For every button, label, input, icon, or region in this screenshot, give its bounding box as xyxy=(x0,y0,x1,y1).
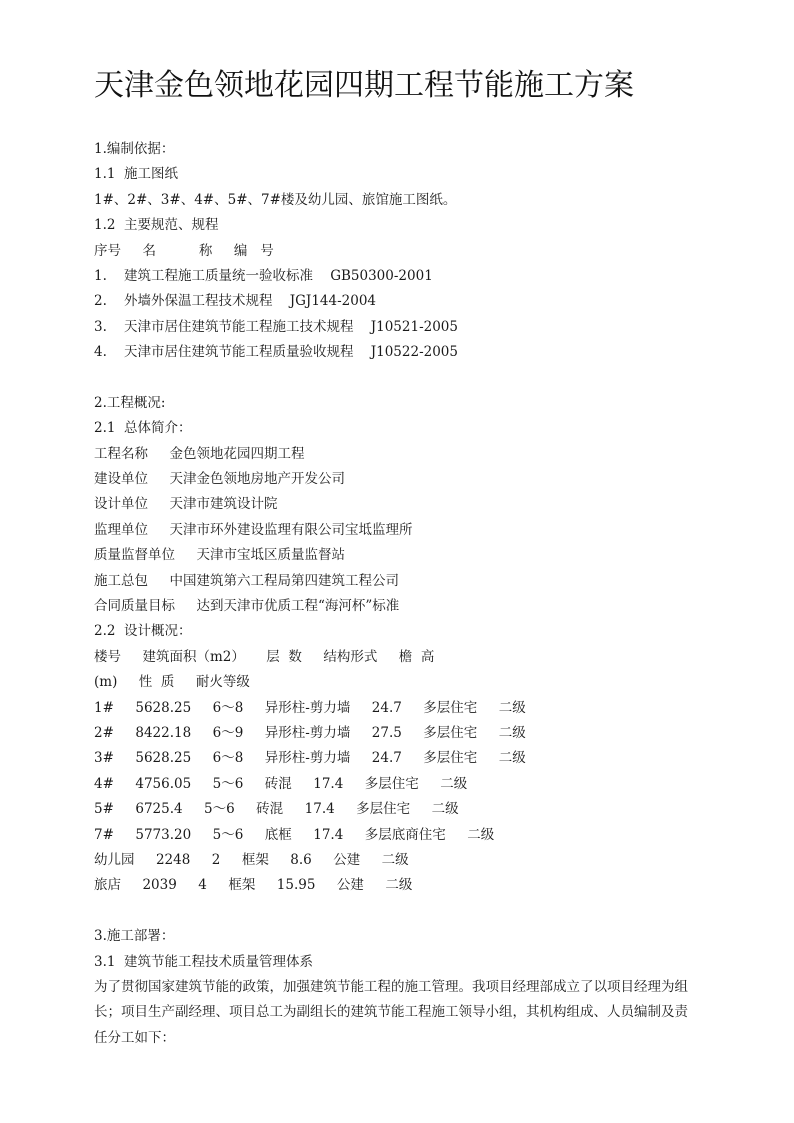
standard-item: 4. 天津市居住建筑节能工程质量验收规程 J10522-2005 xyxy=(94,344,458,361)
overview-row: 合同质量目标 达到天津市优质工程“海河杯”标准 xyxy=(94,598,400,615)
drawings-text: 1#、2#、3#、4#、5#、7#楼及幼儿园、旅馆施工图纸。 xyxy=(94,191,457,208)
design-row: 旅店 2039 4 框架 15.95 公建 二级 xyxy=(94,877,413,894)
overview-row: 设计单位 天津市建筑设计院 xyxy=(94,496,278,513)
section-1-heading: 1.编制依据： xyxy=(94,141,175,157)
subsection-2-2-heading: 2.2 设计概况： xyxy=(94,623,192,640)
design-row: 3# 5628.25 6～8 异形柱-剪力墙 24.7 多层住宅 二级 xyxy=(94,750,526,767)
design-table-header-continued: (m) 性 质 耐火等级 xyxy=(94,674,250,691)
subsection-3-1-heading: 3.1 建筑节能工程技术质量管理体系 xyxy=(94,953,314,970)
document-title: 天津金色领地花园四期工程节能施工方案 xyxy=(94,68,634,103)
overview-row: 施工总包 中国建筑第六工程局第四建筑工程公司 xyxy=(94,572,399,589)
overview-row: 质量监督单位 天津市宝坻区质量监督站 xyxy=(94,547,345,564)
standards-table-header: 序号 名 称 编 号 xyxy=(94,242,274,259)
blank-line xyxy=(94,899,714,924)
overview-row: 监理单位 天津市环外建设监理有限公司宝坻监理所 xyxy=(94,521,413,538)
design-row: 7# 5773.20 5～6 底框 17.4 多层底商住宅 二级 xyxy=(94,826,495,843)
blank-line xyxy=(94,366,714,391)
section-2-heading: 2.工程概况: xyxy=(94,394,166,411)
overview-row: 建设单位 天津金色领地房地产开发公司 xyxy=(94,471,345,488)
section-3-heading: 3.施工部署： xyxy=(94,928,175,945)
section-3-paragraph: 为了贯彻国家建筑节能的政策，加强建筑节能工程的施工管理。我项目经理部成立了以项目经理为组长；项目生产副经理、项目总工为副组长的建筑节能工程施工领导小组，其机构组成、人员编制及责任分工如下： xyxy=(94,978,688,1046)
standard-item: 1. 建筑工程施工质量统一验收标准 GB50300-2001 xyxy=(94,267,433,284)
design-row: 1# 5628.25 6～8 异形柱-剪力墙 24.7 多层住宅 二级 xyxy=(94,699,526,716)
overview-row: 工程名称 金色领地花园四期工程 xyxy=(94,445,305,462)
subsection-1-1-heading: 1.1 施工图纸 xyxy=(94,166,179,183)
standard-item: 2. 外墙外保温工程技术规程 JGJ144-2004 xyxy=(94,293,377,310)
standard-item: 3. 天津市居住建筑节能工程施工技术规程 J10521-2005 xyxy=(94,318,458,335)
design-row: 2# 8422.18 6～9 异形柱-剪力墙 27.5 多层住宅 二级 xyxy=(94,724,526,741)
subsection-2-1-heading: 2.1 总体简介： xyxy=(94,420,192,437)
design-row: 幼儿园 2248 2 框架 8.6 公建 二级 xyxy=(94,851,409,868)
document-body xyxy=(94,137,714,1051)
subsection-1-2-heading: 1.2 主要规范、规程 xyxy=(94,217,219,234)
design-row: 4# 4756.05 5～6 砖混 17.4 多层住宅 二级 xyxy=(94,775,468,792)
design-row: 5# 6725.4 5～6 砖混 17.4 多层住宅 二级 xyxy=(94,801,459,818)
design-table-header: 楼号 建筑面积（m2） 层 数 结构形式 檐 高 xyxy=(94,648,435,665)
